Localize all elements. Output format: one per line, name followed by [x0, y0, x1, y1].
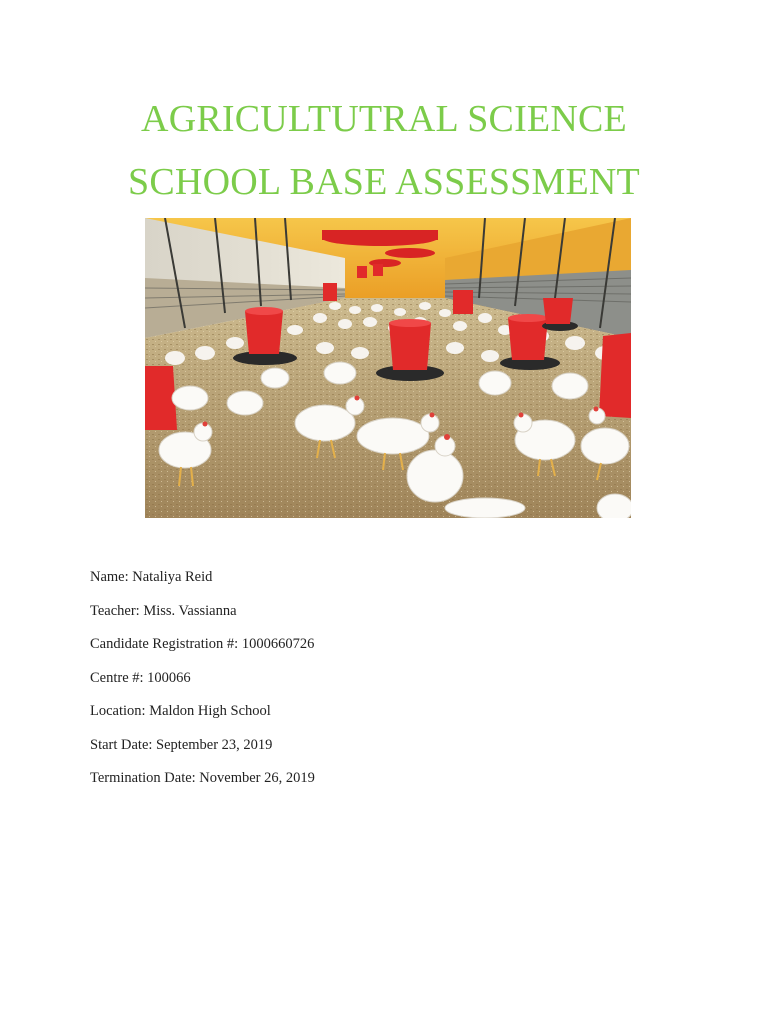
centre-number: Centre #: 100066: [90, 669, 191, 686]
location: Location: Maldon High School: [90, 703, 271, 719]
candidate-name: Name: Nataliya Reid: [90, 569, 213, 585]
candidate-registration-number: Candidate Registration #: 1000660726: [90, 636, 315, 652]
teacher-name: Teacher: Miss. Vassianna: [90, 602, 237, 619]
title-line-2: SCHOOL BASE ASSESSMENT: [128, 161, 640, 203]
cover-photo: [145, 218, 631, 518]
title-line-1: AGRICULTUTRAL SCIENCE: [141, 98, 627, 140]
candidate-details: [90, 568, 650, 803]
start-date: Start Date: September 23, 2019: [90, 736, 273, 753]
termination-date: Termination Date: November 26, 2019: [90, 770, 315, 786]
